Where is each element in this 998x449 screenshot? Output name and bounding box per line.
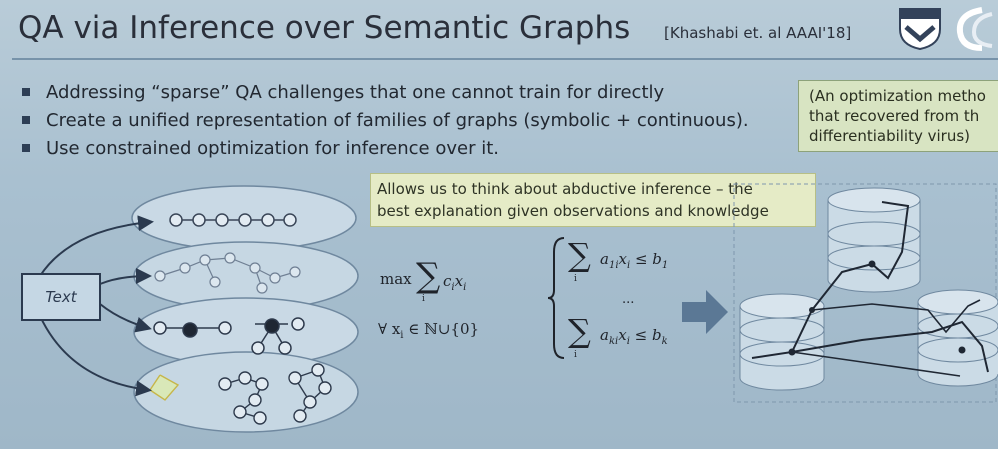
graph-stack-diagram [0,180,370,449]
objective-max: max [380,270,412,288]
citation: [Khashabi et. al AAAI'18] [664,24,852,42]
sum-index: i [422,294,425,304]
slide: QA via Inference over Semantic Graphs [Khashabi et. al AAAI'18] Addressing “sparse” QA challenges that one cannot train for directly Create a unified representation of families of graphs (symbolic + continuous). Use constrained optimization for inference over it. (An optimization metho that recovered from th differentiability virus) Allows us to think about abductive inference – the best explanation given observations and knowledge Text max ∑ i $c_ix_i$ ∀ $x_i$ ∈ ℕ∪{0} ∑ i $a_{1i}x_i \le b_1$ ... ∑ i $a_{ki}x_i \le b_k$ [0,0,998,449]
semantic-graph-cylinders [732,182,998,406]
objective-term: $c_ix_i$ [443,272,467,293]
sum-index: i [574,350,577,360]
sum-index: i [574,274,577,284]
right-arrow-icon [682,290,728,334]
side-note-line: that recovered from th [809,107,980,125]
cylinder-top [828,188,920,292]
constraint-ellipsis: ... [622,292,635,307]
constraint-brace [548,236,568,360]
callout-line: best explanation given observations and knowledge [377,202,769,220]
constraint-1: $a_{1i}x_i \le b_1$ [600,250,669,271]
callout-line: Allows us to think about abductive inference – the [377,180,753,198]
domain-constraint: ∀ $x_i$ ∈ ℕ∪{0} [378,320,480,341]
institute-swirl-logo [952,6,998,52]
slide-title: QA via Inference over Semantic Graphs [18,10,631,46]
university-shield-logo [896,5,944,51]
side-note-line: (An optimization metho [809,87,986,105]
side-note-line: differentiability virus) [809,127,971,145]
side-note-box [798,80,998,152]
sum-symbol: ∑ [416,256,441,296]
sum-symbol: ∑ [568,312,591,350]
bullet-marker-icon [22,116,30,124]
sum-symbol: ∑ [568,236,591,274]
constraint-k: $a_{ki}x_i \le b_k$ [600,326,668,347]
bullet-marker-icon [22,88,30,96]
text-node-label: Text [45,288,77,306]
bullet-marker-icon [22,144,30,152]
title-divider [12,58,998,60]
